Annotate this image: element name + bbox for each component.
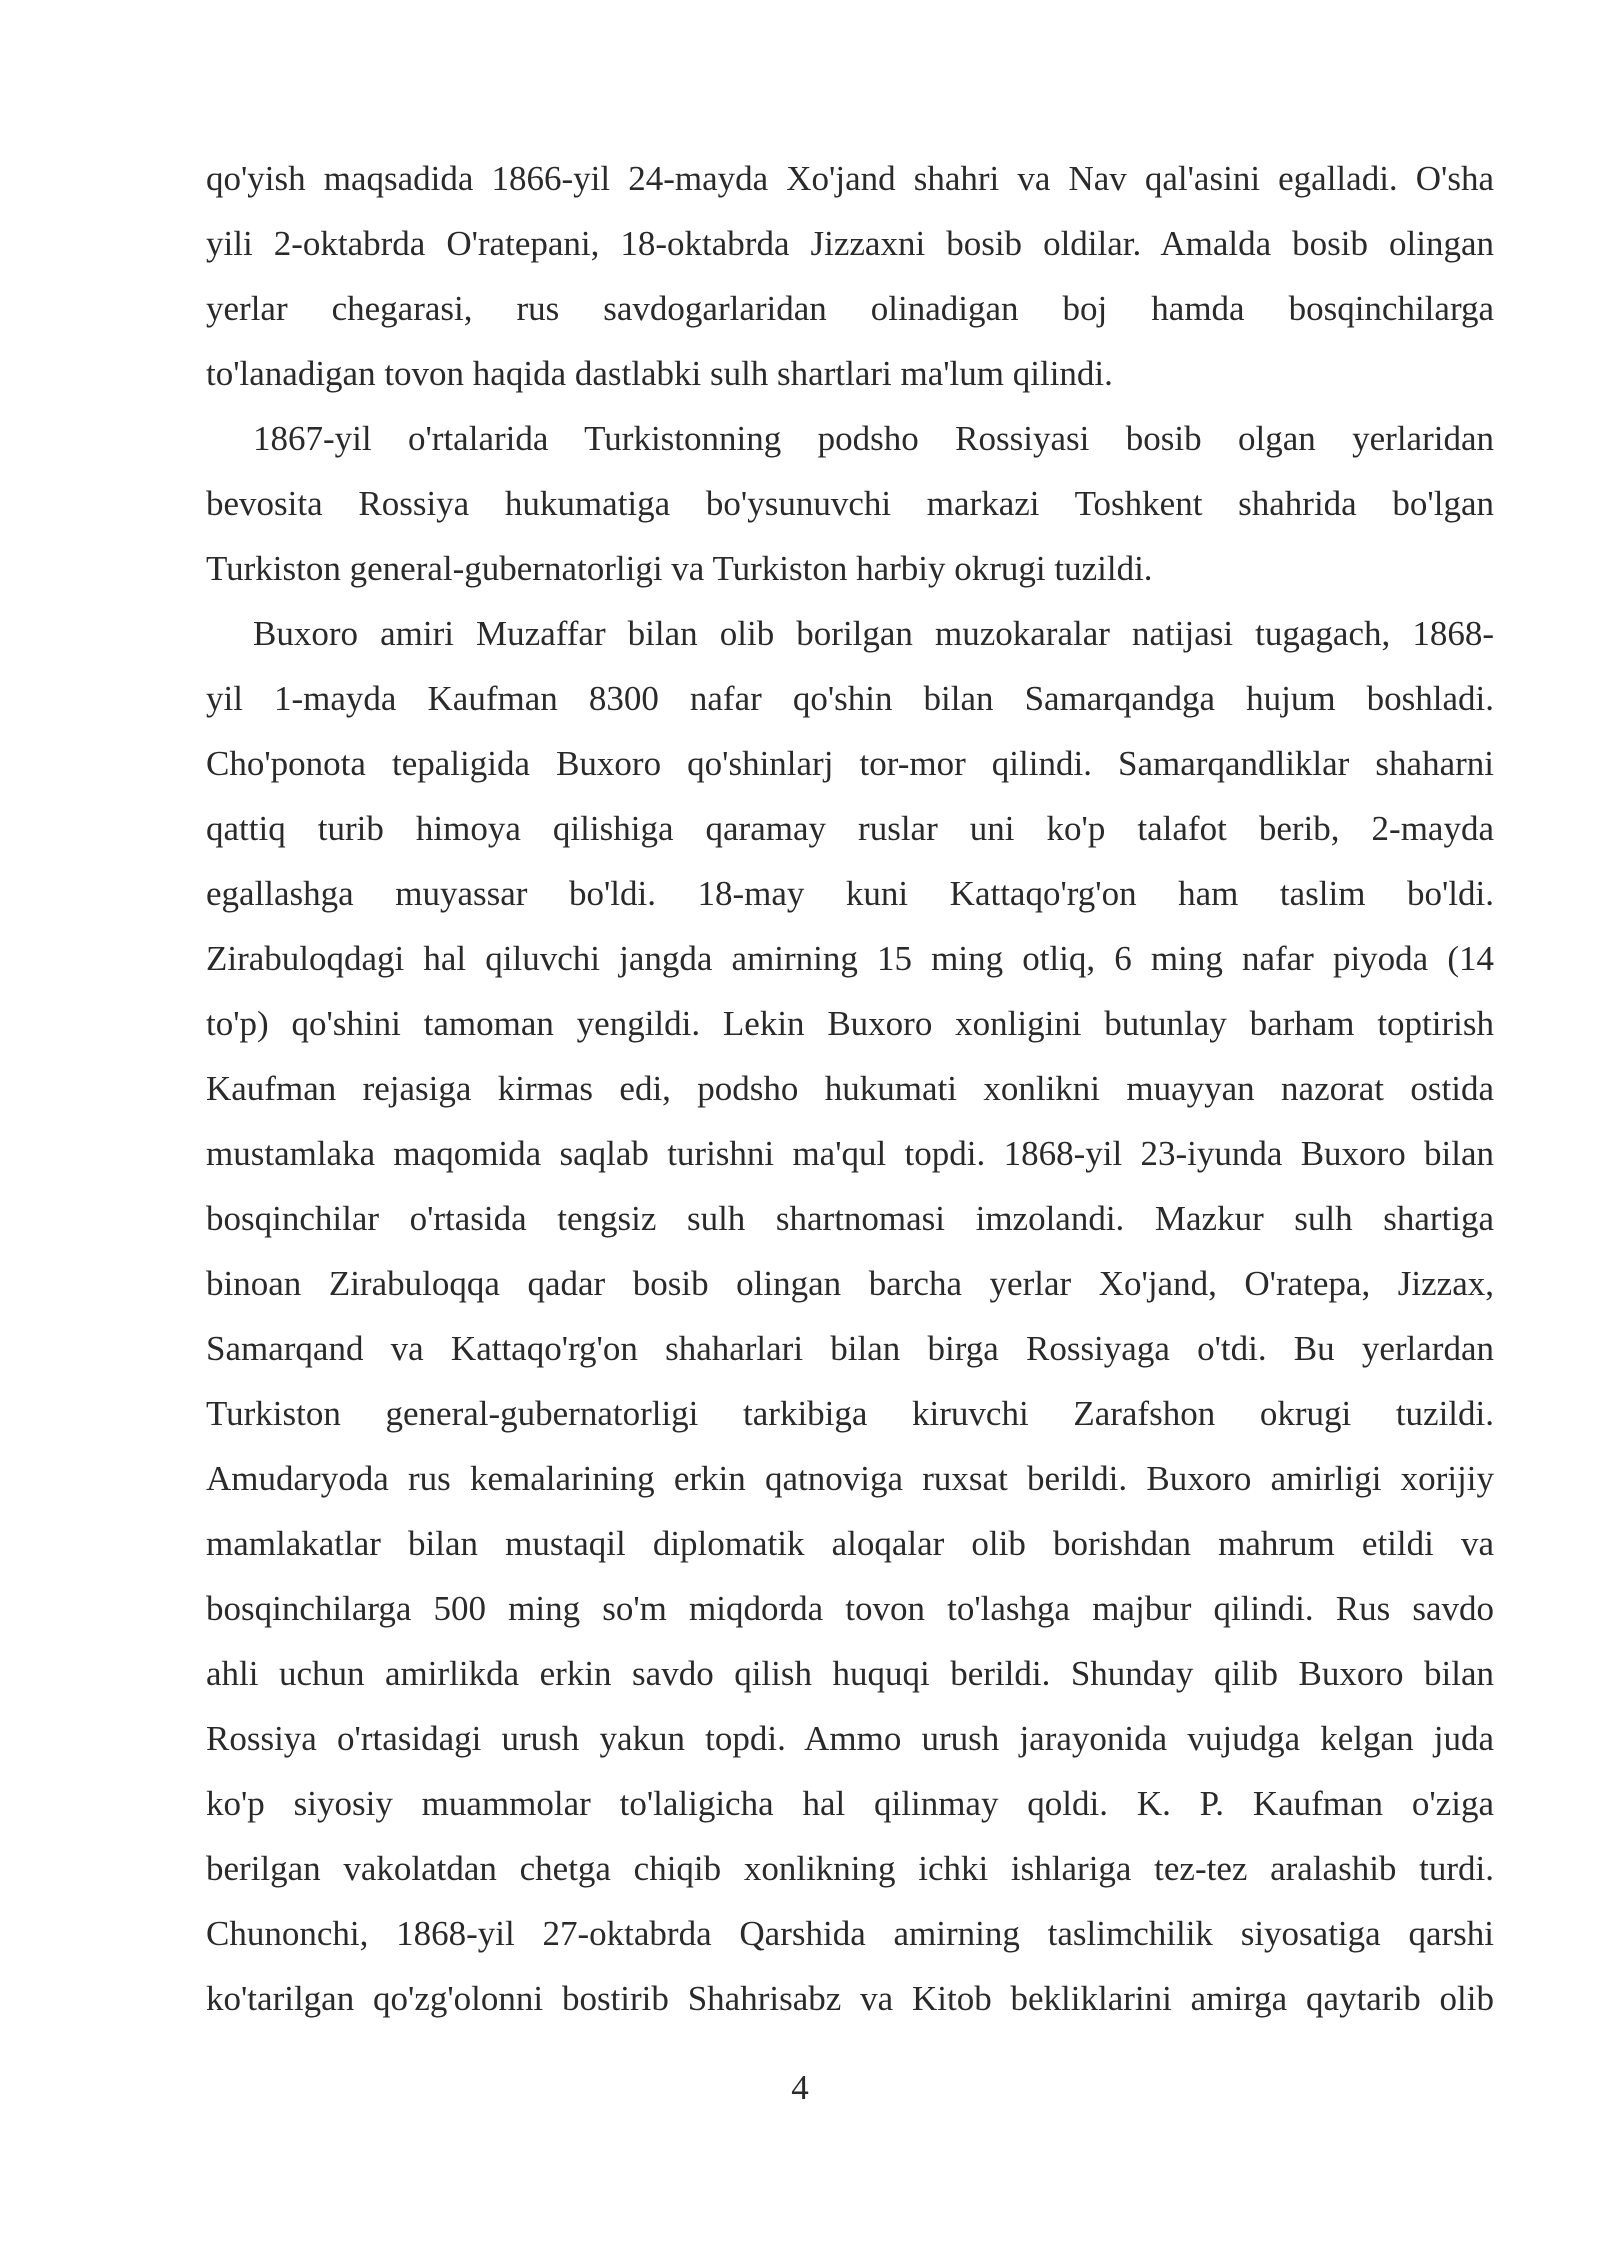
- text-line: yili 2-oktabrda O'ratepani, 18-oktabrda Jizzaxni bosib oldilar. Amalda bosib olingan: [206, 224, 1494, 263]
- text-line: mustamlaka maqomida saqlab turishni ma'qul topdi. 1868-yil 23-iyunda Buxoro bilan: [206, 1134, 1494, 1173]
- paragraph-1: [206, 146, 1494, 406]
- text-line: Turkiston general-gubernatorligi tarkibiga kiruvchi Zarafshon okrugi tuzildi.: [206, 1394, 1494, 1433]
- text-line: yerlar chegarasi, rus savdogarlaridan olinadigan boj hamda bosqinchilarga: [206, 289, 1494, 328]
- text-line: egallashga muyassar bo'ldi. 18-may kuni Kattaqo'rg'on ham taslim bo'ldi.: [206, 874, 1494, 913]
- text-line: mamlakatlar bilan mustaqil diplomatik aloqalar olib borishdan mahrum etildi va: [206, 1524, 1494, 1563]
- body-text: [206, 146, 1494, 2096]
- text-line: qo'yish maqsadida 1866-yil 24-mayda Xo'jand shahri va Nav qal'asini egalladi. O'sha: [206, 159, 1494, 198]
- text-line: yil 1-mayda Kaufman 8300 nafar qo'shin bilan Samarqandga hujum boshladi.: [206, 679, 1494, 718]
- text-line: Chunonchi, 1868-yil 27-oktabrda Qarshida amirning taslimchilik siyosatiga qarshi: [206, 1914, 1494, 1953]
- text-line: ko'tarilgan qo'zg'olonni bostirib Shahrisabz va Kitob bekliklarini amirga qaytarib olib: [206, 1979, 1494, 2018]
- text-line: Amudaryoda rus kemalarining erkin qatnoviga ruxsat berildi. Buxoro amirligi xorijiy: [206, 1459, 1494, 1498]
- text-line: bevosita Rossiya hukumatiga bo'ysunuvchi markazi Toshkent shahrida bo'lgan: [206, 484, 1494, 523]
- text-line: berilgan vakolatdan chetga chiqib xonlikning ichki ishlariga tez-tez aralashib turdi.: [206, 1849, 1494, 1888]
- text-line: ahli uchun amirlikda erkin savdo qilish huquqi berildi. Shunday qilib Buxoro bilan: [206, 1654, 1494, 1693]
- text-line: to'lanadigan tovon haqida dastlabki sulh shartlari ma'lum qilindi.: [206, 354, 1113, 393]
- text-line: Kaufman rejasiga kirmas edi, podsho hukumati xonlikni muayyan nazorat ostida: [206, 1069, 1494, 1108]
- text-line: qattiq turib himoya qilishiga qaramay ruslar uni ko'p talafot berib, 2-mayda: [206, 809, 1494, 848]
- text-line: Zirabuloqdagi hal qiluvchi jangda amirning 15 ming otliq, 6 ming nafar piyoda (14: [206, 939, 1494, 978]
- text-line: ko'p siyosiy muammolar to'laligicha hal qilinmay qoldi. K. P. Kaufman o'ziga: [206, 1784, 1494, 1823]
- text-line: Buxoro amiri Muzaffar bilan olib borilgan muzokaralar natijasi tugagach, 1868-: [253, 614, 1494, 653]
- paragraph-2: [206, 406, 1494, 601]
- text-line: binoan Zirabuloqqa qadar bosib olingan barcha yerlar Xo'jand, O'ratepa, Jizzax,: [206, 1264, 1494, 1303]
- text-line: 1867-yil o'rtalarida Turkistonning podsho Rossiyasi bosib olgan yerlaridan: [253, 419, 1494, 458]
- text-line: to'p) qo'shini tamoman yengildi. Lekin Buxoro xonligini butunlay barham toptirish: [206, 1004, 1494, 1043]
- text-line: bosqinchilar o'rtasida tengsiz sulh shartnomasi imzolandi. Mazkur sulh shartiga: [206, 1199, 1494, 1238]
- text-line: bosqinchilarga 500 ming so'm miqdorda tovon to'lashga majbur qilindi. Rus savdo: [206, 1589, 1494, 1628]
- paragraph-3: [206, 601, 1494, 2096]
- text-line: Cho'ponota tepaligida Buxoro qo'shinlarj tor-mor qilindi. Samarqandliklar shaharni: [206, 744, 1494, 783]
- text-line: Rossiya o'rtasidagi urush yakun topdi. Ammo urush jarayonida vujudga kelgan juda: [206, 1719, 1494, 1758]
- text-line: Turkiston general-gubernatorligi va Turkiston harbiy okrugi tuzildi.: [206, 549, 1153, 588]
- text-line: Samarqand va Kattaqo'rg'on shaharlari bilan birga Rossiyaga o'tdi. Bu yerlardan: [206, 1329, 1494, 1368]
- page-number: 4: [791, 2068, 809, 2107]
